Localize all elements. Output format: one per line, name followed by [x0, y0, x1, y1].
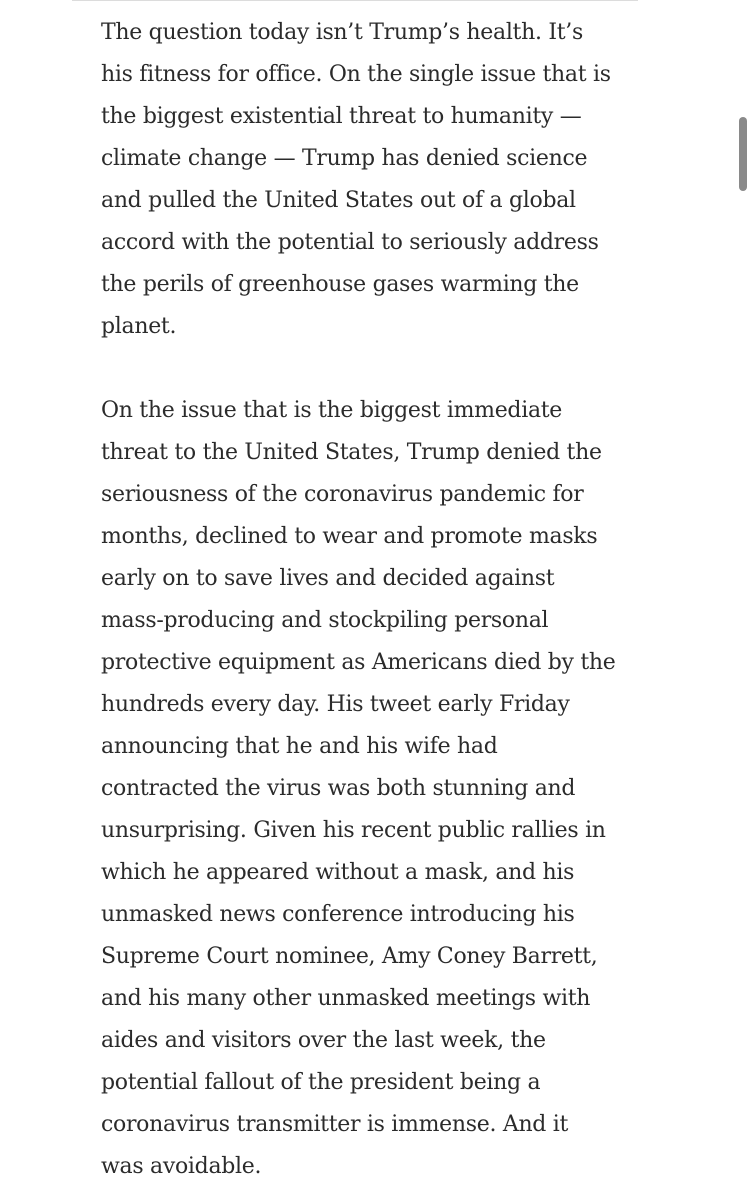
- text-line: early on to save lives and decided against: [101, 566, 555, 591]
- text-line: protective equipment as Americans died by the: [101, 650, 616, 675]
- article-body: [101, 12, 641, 1188]
- text-line: accord with the potential to seriously address: [101, 230, 599, 255]
- text-line: The question today isn’t Trump’s health. It’s: [101, 20, 583, 45]
- text-line: threat to the United States, Trump denied the: [101, 440, 602, 465]
- text-line: unmasked news conference introducing his: [101, 902, 575, 927]
- text-line: and pulled the United States out of a global: [101, 188, 576, 213]
- paragraph-spacer: [101, 348, 641, 390]
- text-line: which he appeared without a mask, and his: [101, 860, 575, 885]
- text-line: announcing that he and his wife had: [101, 734, 498, 759]
- top-divider: [72, 0, 638, 1]
- text-line: contracted the virus was both stunning and: [101, 776, 576, 801]
- text-line: planet.: [101, 314, 177, 339]
- vertical-scrollbar[interactable]: [739, 117, 747, 191]
- text-line: the perils of greenhouse gases warming the: [101, 272, 579, 297]
- text-line: Supreme Court nominee, Amy Coney Barrett,: [101, 944, 598, 969]
- paragraph-climate: [101, 12, 641, 348]
- text-line: the biggest existential threat to humanity —: [101, 104, 582, 129]
- text-line: and his many other unmasked meetings with: [101, 986, 591, 1011]
- text-line: months, declined to wear and promote masks: [101, 524, 598, 549]
- text-line: On the issue that is the biggest immediate: [101, 398, 563, 423]
- paragraph-coronavirus: [101, 390, 641, 1188]
- text-line: mass-producing and stockpiling personal: [101, 608, 549, 633]
- text-line: was avoidable.: [101, 1154, 262, 1179]
- text-line: seriousness of the coronavirus pandemic for: [101, 482, 584, 507]
- text-line: aides and visitors over the last week, the: [101, 1028, 546, 1053]
- text-line: his fitness for office. On the single issue that is: [101, 62, 611, 87]
- text-line: climate change — Trump has denied science: [101, 146, 588, 171]
- text-line: potential fallout of the president being a: [101, 1070, 541, 1095]
- text-line: coronavirus transmitter is immense. And it: [101, 1112, 569, 1137]
- text-line: hundreds every day. His tweet early Friday: [101, 692, 570, 717]
- text-line: unsurprising. Given his recent public rallies in: [101, 818, 606, 843]
